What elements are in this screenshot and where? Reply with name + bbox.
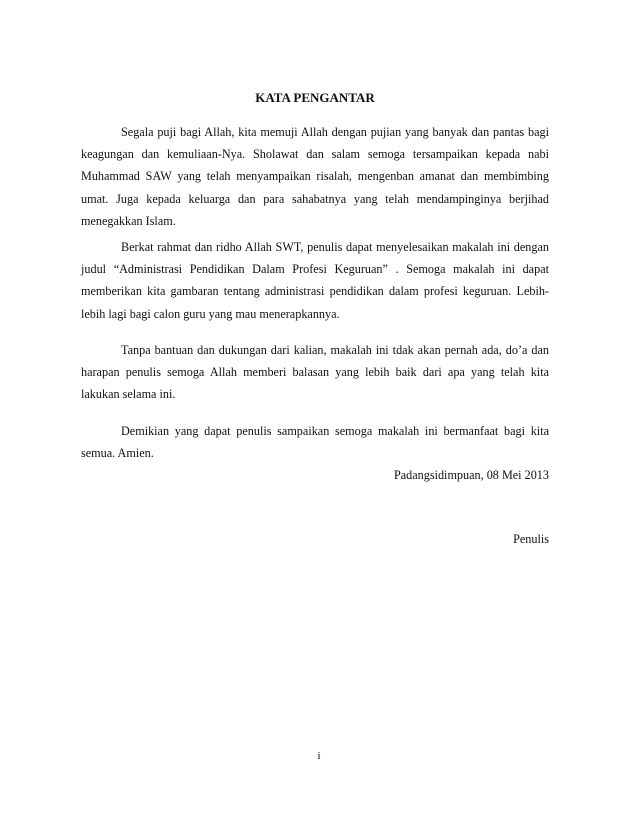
paragraph-text: Tanpa bantuan dan dukungan dari kalian, makalah ini tdak akan pernah ada, do’a dan harapan penulis semoga Allah memberi balasan yang lebih baik dari apa yang telah kita lakukan selama ini. xyxy=(81,343,549,402)
paragraph-opening xyxy=(81,121,549,232)
paragraph-text: Segala puji bagi Allah, kita memuji Allah dengan pujian yang banyak dan pantas bagi keagungan dan kemuliaan-Nya. Sholawat dan salam semoga tersampaikan kepada nabi Muhammad SAW yang telah menyampaikan risalah, mengenban amanat dan membimbing umat. Juga kepada keluarga dan para sahabatnya yang telah mendampinginya berjihad menegakkan Islam. xyxy=(81,125,549,228)
page-title: KATA PENGANTAR xyxy=(255,90,375,105)
page-number: i xyxy=(317,750,321,762)
paragraph-support xyxy=(81,339,549,406)
signer-name: Penulis xyxy=(513,532,549,546)
paragraph-text: Berkat rahmat dan ridho Allah SWT, penulis dapat menyelesaikan makalah ini dengan judul “Administrasi Pendidikan Dalam Profesi Keguruan” . Semoga makalah ini dapat memberikan kita gambaran tentang administrasi pendidikan dalam profesi keguruan. Lebih- lebih lagi bagi calon guru yang mau menerapkannya. xyxy=(81,240,549,321)
place-date: Padangsidimpuan, 08 Mei 2013 xyxy=(393,468,549,482)
paragraph-text: Demikian yang dapat penulis sampaikan semoga makalah ini bermanfaat bagi kita semua. Amien. xyxy=(81,424,549,461)
paragraph-gratitude xyxy=(81,236,549,325)
paragraph-closing xyxy=(81,420,549,464)
